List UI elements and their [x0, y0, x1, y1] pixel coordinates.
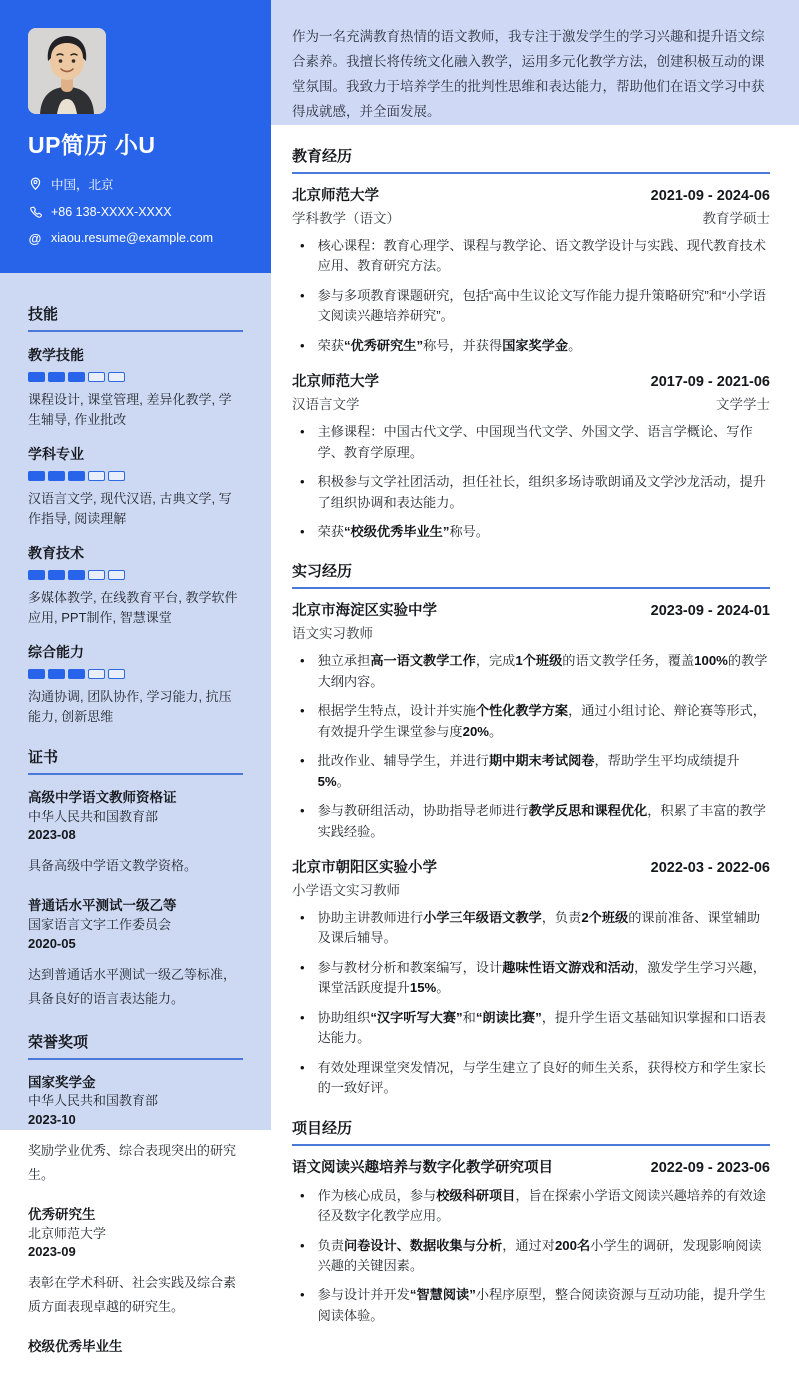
- entry-organization: 北京师范大学: [292, 374, 379, 391]
- skill-level-filled-square: [28, 372, 45, 382]
- entry-date: 2023-08: [28, 827, 76, 843]
- bullet-item: [292, 1058, 770, 1099]
- bullet-marker: •: [300, 753, 305, 769]
- skill-level-filled-square: [28, 570, 45, 580]
- entry-organization: 北京市朝阳区实验小学: [292, 860, 437, 877]
- bullet-text-bold: 小学三年级语文教学: [423, 910, 542, 926]
- bullet-item: [292, 958, 770, 999]
- bullet-marker: •: [300, 474, 305, 490]
- bullet-text-segment: 积极参与文学社团活动，担任社长，组织多场诗歌朗诵及文学沙龙活动，提升了组织协调和表达能力。: [317, 474, 766, 510]
- entry-organization: 北京市海淀区实验中学: [292, 603, 437, 620]
- bullet-text-segment: 称号，并获得: [423, 337, 503, 353]
- bullet-text: [318, 472, 770, 513]
- bullet-text: [318, 1285, 770, 1326]
- bullet-marker: •: [300, 237, 305, 253]
- bullet-text-segment: 核心课程：教育心理学、课程与教学论、语文教学设计与实践、现代教育技术应用、教育研究方法。: [317, 237, 766, 274]
- entry-name: 普通话水平测试一级乙等: [28, 898, 177, 914]
- bullet-text-segment: 荣获: [317, 523, 344, 539]
- entry-degree: 教育学硕士: [702, 210, 770, 226]
- bullet-text-bold: 15%: [409, 980, 437, 996]
- section-title: 实习经历: [292, 560, 770, 589]
- entry-issuer: 国家语言文字工作委员会: [28, 916, 172, 932]
- bullet-text-segment: 的教学大纲内容。: [317, 653, 768, 689]
- sidebar-entry: [28, 788, 243, 878]
- bullet-text-segment: 荣获: [317, 337, 344, 353]
- skill-level-empty-square: [88, 372, 105, 382]
- contact-email: [28, 231, 243, 245]
- entry-role: 汉语言文学: [292, 397, 360, 413]
- bullet-marker: •: [300, 287, 305, 303]
- skill-keywords: 汉语言文学, 现代汉语, 古典文学, 写作指导, 阅读理解: [28, 491, 232, 526]
- bullet-item: [292, 336, 770, 356]
- experience-entry: [292, 599, 770, 842]
- bullet-item: [292, 286, 770, 327]
- avatar: [28, 28, 106, 114]
- resume-section: [292, 560, 770, 1098]
- bullet-marker: •: [300, 1237, 305, 1253]
- bullet-text-segment: 。: [336, 773, 350, 789]
- bullet-item: [292, 801, 770, 842]
- bullet-list: [292, 236, 770, 356]
- skill-level-filled-square: [48, 570, 65, 580]
- bullet-text-bold: “朗读比赛”: [475, 1009, 542, 1025]
- bullet-text: [318, 236, 770, 277]
- bullet-marker: •: [300, 653, 305, 669]
- experience-entry: [292, 1156, 770, 1327]
- bullet-text: [318, 1008, 770, 1049]
- bullet-text: [318, 908, 770, 949]
- phone-icon: [28, 205, 42, 219]
- skill-level-filled-square: [68, 669, 85, 679]
- bullet-text-segment: 根据学生特点，设计并实施: [317, 703, 476, 719]
- bullet-text: [318, 286, 770, 327]
- contact-location-text: 中国，北京: [51, 178, 114, 192]
- bullet-item: [292, 1236, 770, 1277]
- bullet-marker: •: [300, 523, 305, 539]
- entry-date-range: 2021-09 - 2024-06: [650, 187, 770, 204]
- entry-organization: 北京师范大学: [292, 187, 379, 204]
- bullet-marker: •: [300, 424, 305, 440]
- bullet-text: [318, 651, 770, 692]
- contact-email-text: xiaou.resume@example.com: [51, 231, 214, 245]
- bullet-list: [292, 1186, 770, 1327]
- profile-summary: 作为一名充满教育热情的语文教师，我专注于激发学生的学习兴趣和提升语文综合素养。我擅长将传统文化融入教学，运用多元化教学方法，创建积极互动的课堂氛围。我致力于培养学生的批判性思维和表达能力，帮助他们在语文学习中获得成就感，并全面发展。: [271, 0, 799, 125]
- bullet-text-segment: ，旨在探索小学语文阅读兴趣培养的有效途径及数字化教学应用。: [317, 1187, 766, 1224]
- section-title: 技能: [28, 303, 243, 332]
- bullet-item: [292, 701, 770, 742]
- skill-level-filled-square: [48, 372, 65, 382]
- bullet-item: [292, 422, 770, 463]
- entry-degree: 文学学士: [716, 397, 770, 413]
- contact-phone-text: +86 138-XXXX-XXXX: [51, 205, 172, 219]
- entry-date-range: 2022-03 - 2022-06: [650, 860, 770, 877]
- bullet-list: [292, 422, 770, 542]
- bullet-marker: •: [300, 1287, 305, 1303]
- sidebar-section: [28, 1031, 243, 1357]
- bullet-text: [318, 1186, 770, 1227]
- bullet-text-bold: 2个班级: [581, 910, 629, 926]
- skill-level-empty-square: [88, 471, 105, 481]
- resume-section: [292, 145, 770, 543]
- entry-description: 奖励学业优秀、综合表现突出的研究生。: [28, 1142, 237, 1182]
- bullet-item: [292, 1285, 770, 1326]
- entry-date-range: 2022-09 - 2023-06: [650, 1159, 770, 1176]
- sidebar-section: [28, 746, 243, 1011]
- sidebar-entry: [28, 896, 243, 1010]
- bullet-text-segment: ，激发学生学习兴趣，课堂活跃度提升: [317, 959, 766, 996]
- bullet-text-segment: 和: [462, 1009, 476, 1025]
- bullet-text-bold: 趣味性语文游戏和活动: [502, 959, 635, 975]
- bullet-text-bold: “汉字听写大赛”: [370, 1009, 463, 1025]
- skill-item: [28, 444, 243, 528]
- bullet-text-segment: ，帮助学生平均成绩提升: [594, 753, 740, 769]
- bullet-text-segment: ，积累了丰富的教学实践经验。: [317, 803, 766, 839]
- skill-keywords: 多媒体教学, 在线教育平台, 教学软件应用, PPT制作, 智慧课堂: [28, 590, 238, 625]
- skill-keywords: 课程设计, 课堂管理, 差异化教学, 学生辅导, 作业批改: [28, 392, 232, 427]
- bullet-item: [292, 908, 770, 949]
- bullet-text-segment: 参与设计并开发: [317, 1287, 410, 1303]
- bullet-text: [318, 422, 770, 463]
- bullet-list: [292, 651, 770, 842]
- entry-name: 优秀研究生: [28, 1206, 96, 1222]
- bullet-text: [318, 751, 770, 792]
- skill-level-empty-square: [108, 471, 125, 481]
- skill-level-filled-square: [48, 669, 65, 679]
- skill-name: 学科专业: [28, 446, 84, 462]
- bullet-list: [292, 908, 770, 1099]
- bullet-text-bold: 1个班级: [515, 653, 563, 669]
- entry-description: 具备高级中学语文教学资格。: [28, 858, 198, 874]
- bullet-text: [318, 958, 770, 999]
- contact-location: [28, 175, 243, 193]
- bullet-marker: •: [300, 1187, 305, 1203]
- entry-issuer: 中华人民共和国教育部: [28, 1093, 159, 1109]
- bullet-text-segment: 有效处理课堂突发情况，与学生建立了良好的师生关系，获得校方和学生家长的一致好评。: [317, 1059, 766, 1096]
- entry-header: [292, 1156, 770, 1177]
- bullet-text-bold: 国家奖学金: [502, 337, 569, 353]
- profile-photo: [28, 28, 106, 114]
- section-title: 荣誉奖项: [28, 1031, 243, 1060]
- bullet-text-segment: 参与教研组活动，协助指导老师进行: [317, 803, 529, 819]
- bullet-marker: •: [300, 1059, 305, 1075]
- entry-subheader: [292, 393, 770, 413]
- bullet-text: [318, 1236, 770, 1277]
- entry-role: 学科教学（语文）: [292, 210, 400, 226]
- bullet-text-segment: ，通过小组讨论、辩论赛等形式，有效提升学生课堂参与度: [317, 703, 766, 739]
- bullet-marker: •: [300, 803, 305, 819]
- entry-issuer: 中华人民共和国教育部: [28, 808, 159, 824]
- entry-date-range: 2023-09 - 2024-01: [650, 603, 770, 620]
- skill-level-filled-square: [28, 471, 45, 481]
- skill-level-filled-square: [68, 471, 85, 481]
- bullet-text-bold: 个性化教学方案: [475, 703, 569, 719]
- bullet-text: [318, 801, 770, 842]
- bullet-marker: •: [300, 1009, 305, 1025]
- entry-description: 达到普通话水平测试一级乙等标准，具备良好的语言表达能力。: [28, 966, 237, 1006]
- bullet-item: [292, 1008, 770, 1049]
- bullet-text-bold: 教学反思和课程优化: [528, 803, 648, 819]
- bullet-text-bold: “优秀研究生”: [343, 337, 424, 353]
- experience-entry: [292, 370, 770, 542]
- bullet-text-segment: 独立承担: [317, 653, 371, 669]
- bullet-text-segment: 参与教材分析和教案编写，设计: [317, 959, 503, 975]
- bullet-text: [318, 1058, 770, 1099]
- sidebar-hero: [0, 0, 271, 273]
- main-sections: [271, 125, 799, 1341]
- skill-level-empty-square: [88, 669, 105, 679]
- skill-name: 综合能力: [28, 644, 84, 660]
- bullet-text-segment: 协助组织: [317, 1009, 371, 1025]
- skill-level-empty-square: [88, 570, 105, 580]
- bullet-text-segment: 主修课程：中国古代文学、中国现当代文学、外国文学、语言学概论、写作学、教育学原理。: [317, 424, 753, 460]
- bullet-text-segment: 称号。: [449, 523, 489, 539]
- entry-date: 2023-09: [28, 1244, 76, 1260]
- bullet-item: [292, 472, 770, 513]
- bullet-text-segment: ，负责: [541, 910, 582, 926]
- skill-name: 教学技能: [28, 347, 84, 363]
- bullet-text-bold: 100%: [694, 653, 728, 669]
- main-column: [271, 0, 799, 1323]
- bullet-item: [292, 651, 770, 692]
- entry-name: 校级优秀毕业生: [28, 1339, 123, 1355]
- sidebar: [0, 0, 271, 1355]
- entry-header: [292, 184, 770, 205]
- section-title: 教育经历: [292, 145, 770, 174]
- email-icon: @: [28, 230, 42, 246]
- entry-header: [292, 599, 770, 620]
- skill-level-filled-square: [68, 372, 85, 382]
- entry-description: 表彰在学术科研、社会实践及综合素质方面表现卓越的研究生。: [28, 1275, 237, 1315]
- bullet-text-segment: 批改作业、辅导学生，并进行: [317, 753, 489, 769]
- bullet-item: [292, 522, 770, 542]
- bullet-text-segment: ，通过对: [502, 1237, 555, 1253]
- sidebar-entry: [28, 1205, 243, 1319]
- bullet-item: [292, 751, 770, 792]
- resume-section: [292, 1117, 770, 1327]
- skill-level-filled-square: [48, 471, 65, 481]
- bullet-marker: •: [300, 959, 305, 975]
- bullet-text-segment: 作为核心成员，参与: [317, 1187, 437, 1203]
- entry-subheader: [292, 622, 770, 642]
- section-title: 项目经历: [292, 1117, 770, 1146]
- bullet-text-segment: 参与多项教育课题研究，包括“高中生议论文写作能力提升策略研究”和“小学语文阅读兴趣培养研究”。: [317, 287, 766, 324]
- experience-entry: [292, 856, 770, 1099]
- bullet-text-segment: 协助主讲教师进行: [317, 910, 424, 926]
- skill-level-bar: [28, 570, 243, 580]
- bullet-text-bold: “校级优秀毕业生”: [343, 523, 450, 539]
- bullet-text-segment: 小学生的调研，发现影响阅读兴趣的关键因素。: [317, 1237, 762, 1274]
- entry-date: 2020-05: [28, 935, 76, 951]
- bullet-text-segment: 。: [436, 980, 450, 996]
- bullet-text-bold: 20%: [462, 723, 490, 739]
- bullet-text-bold: 5%: [317, 773, 337, 789]
- skill-item: [28, 345, 243, 429]
- bullet-item: [292, 236, 770, 277]
- candidate-name: UP简历 小U: [28, 132, 156, 158]
- skill-level-empty-square: [108, 372, 125, 382]
- bullet-text-bold: 期中期末考试阅卷: [489, 753, 595, 769]
- bullet-text-segment: 的课前准备、课堂辅助及课后辅导。: [317, 910, 761, 946]
- bullet-text-bold: 问卷设计、数据收集与分析: [343, 1237, 503, 1253]
- bullet-marker: •: [300, 337, 305, 353]
- sidebar-entry: [28, 1337, 243, 1357]
- sidebar-section: [28, 303, 243, 726]
- entry-organization: 语文阅读兴趣培养与数字化教学研究项目: [292, 1159, 553, 1176]
- skill-level-bar: [28, 471, 243, 481]
- entry-header: [292, 370, 770, 391]
- skill-level-bar: [28, 669, 243, 679]
- entry-subheader: [292, 207, 770, 227]
- bullet-text-bold: 200名: [554, 1237, 591, 1253]
- section-title: 证书: [28, 746, 243, 775]
- entry-role: 小学语文实习教师: [292, 883, 400, 899]
- skill-keywords: 沟通协调, 团队协作, 学习能力, 抗压能力, 创新思维: [28, 689, 232, 724]
- skill-level-empty-square: [108, 570, 125, 580]
- bullet-text-segment: ，提升学生语文基础知识掌握和口语表达能力。: [317, 1009, 766, 1046]
- bullet-marker: •: [300, 910, 305, 926]
- bullet-text: [318, 336, 770, 356]
- location-icon: [28, 177, 42, 191]
- bullet-text: [318, 701, 770, 742]
- bullet-text-bold: “智慧阅读”: [409, 1287, 476, 1303]
- bullet-text-segment: 小程序原型，整合阅读资源与互动功能，提升学生阅读体验。: [317, 1287, 766, 1323]
- skill-level-filled-square: [68, 570, 85, 580]
- skill-level-filled-square: [28, 669, 45, 679]
- entry-role: 语文实习教师: [292, 626, 373, 642]
- bullet-item: [292, 1186, 770, 1227]
- skill-level-bar: [28, 372, 243, 382]
- entry-date-range: 2017-09 - 2021-06: [650, 374, 770, 391]
- skill-item: [28, 543, 243, 627]
- bullet-text-segment: ，完成: [475, 653, 516, 669]
- entry-name: 国家奖学金: [28, 1074, 96, 1090]
- entry-subheader: [292, 879, 770, 899]
- sidebar-sections: [0, 273, 271, 1377]
- bullet-text-segment: 。: [489, 723, 503, 739]
- bullet-text-bold: 高一语文教学工作: [370, 653, 476, 669]
- bullet-text-bold: 校级科研项目: [436, 1187, 516, 1203]
- bullet-marker: •: [300, 703, 305, 719]
- bullet-text: [318, 522, 770, 542]
- entry-name: 高级中学语文教师资格证: [28, 790, 177, 805]
- bullet-text-segment: 的语文教学任务，覆盖: [562, 653, 695, 669]
- experience-entry: [292, 184, 770, 356]
- skill-item: [28, 642, 243, 726]
- entry-date: 2023-10: [28, 1112, 76, 1128]
- bullet-text-segment: 负责: [317, 1237, 344, 1253]
- entry-issuer: 北京师范大学: [28, 1225, 107, 1241]
- contact-phone: [28, 205, 243, 219]
- skill-level-empty-square: [108, 669, 125, 679]
- entry-header: [292, 856, 770, 877]
- bullet-text-segment: 。: [568, 337, 582, 353]
- skill-name: 教育技术: [28, 545, 84, 561]
